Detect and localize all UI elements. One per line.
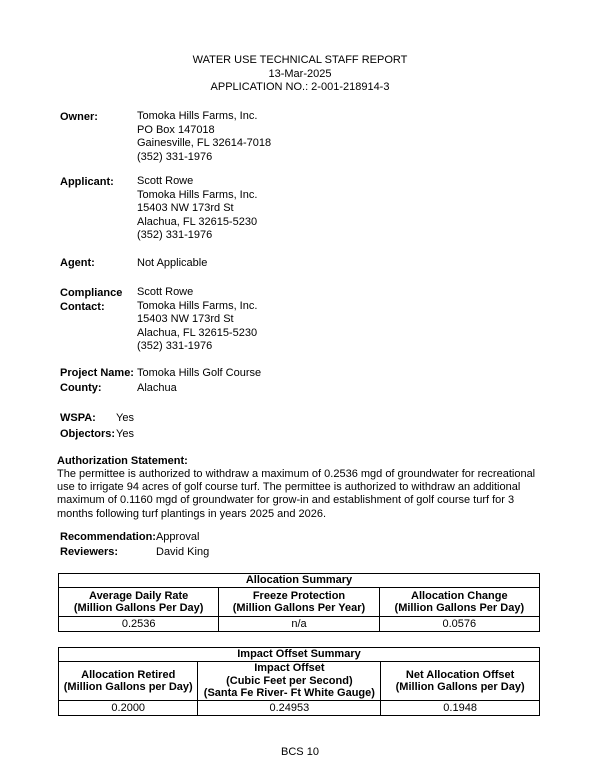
report-header [0, 54, 600, 95]
table-row [59, 617, 540, 632]
table-row [59, 701, 540, 716]
owner-label: Owner: [60, 111, 98, 123]
compliance-value [137, 286, 257, 354]
table-caption-row [59, 648, 540, 662]
table-caption-row [59, 574, 540, 588]
reviewers-value: David King [156, 546, 210, 558]
header-line: Allocation Change [411, 589, 508, 602]
header-line: Average Daily Rate [89, 589, 189, 602]
compliance-line: (352) 331-1976 [137, 340, 213, 353]
applicant-line: Alachua, FL 32615-5230 [137, 215, 258, 228]
county-value: Alachua [137, 382, 177, 394]
table-header-row [59, 662, 540, 701]
recommendation-section [60, 530, 199, 544]
impact-offset-summary-title: Impact Offset Summary [59, 648, 540, 662]
authorization-text: The permittee is authorized to withdraw a maximum of 0.2536 mgd of groundwater for recreational use to irrigate 94 acres of golf course turf. The permittee is authorized to withdraw an additional maximum of 0.1160 mgd of groundwater for grow-in and establishment of golf course turf for 3 months following turf plantings in years 2025 and 2026. [57, 468, 536, 520]
compliance-section [60, 286, 257, 354]
objectors-section [60, 427, 134, 441]
impact-offset-summary-table [58, 647, 540, 716]
header-line: (Cubic Feet per Second) [226, 674, 353, 687]
project-value: Tomoka Hills Golf Course [137, 367, 262, 379]
column-header [59, 588, 219, 617]
header-line: Net Allocation Offset [405, 668, 515, 681]
agent-value: Not Applicable [137, 257, 208, 269]
header-line: Freeze Protection [252, 589, 346, 602]
objectors-value: Yes [116, 428, 134, 440]
county-label: County: [60, 382, 102, 394]
authorization-title: Authorization Statement: [57, 455, 188, 467]
table-cell: 0.1948 [381, 701, 540, 716]
recommendation-value: Approval [155, 531, 200, 543]
authorization-section [57, 454, 547, 521]
header-line: (Million Gallons per Day) [63, 681, 193, 693]
report-date: 13-Mar-2025 [268, 67, 332, 80]
header-line: (Million Gallons Per Day) [73, 602, 204, 614]
column-header [198, 662, 381, 701]
header-line: (Million Gallons per Day) [395, 681, 525, 693]
objectors-label: Objectors: [60, 428, 116, 440]
table-cell: 0.2536 [59, 617, 219, 632]
agent-section [60, 256, 207, 270]
application-number: APPLICATION NO.: 2-001-218914-3 [210, 81, 390, 93]
applicant-value [137, 175, 257, 243]
applicant-label: Applicant: [60, 176, 114, 188]
compliance-label [60, 286, 137, 354]
agent-label: Agent: [60, 257, 95, 269]
owner-value [137, 110, 271, 164]
table-header-row [59, 588, 540, 617]
compliance-label-line: Compliance [60, 287, 123, 299]
applicant-line: (352) 331-1976 [137, 229, 213, 242]
page-number: BCS 10 [281, 746, 319, 758]
table-cell: n/a [219, 617, 379, 632]
reviewers-label: Reviewers: [60, 546, 119, 558]
wspa-label: WSPA: [60, 412, 96, 424]
header-line: Allocation Retired [81, 668, 176, 681]
header-line: (Million Gallons Per Day) [394, 602, 525, 614]
wspa-section [60, 411, 134, 425]
wspa-value: Yes [116, 412, 134, 424]
applicant-section [60, 175, 257, 243]
column-header [379, 588, 539, 617]
owner-line: Gainesville, FL 32614-7018 [137, 137, 272, 150]
owner-line: (352) 331-1976 [137, 150, 213, 163]
owner-line: Tomoka Hills Farms, Inc. [137, 110, 258, 122]
county-section [60, 381, 177, 395]
column-header [59, 662, 198, 701]
column-header [381, 662, 540, 701]
compliance-line: 15403 NW 173rd St [137, 313, 234, 326]
project-label: Project Name: [60, 367, 134, 379]
project-section [60, 366, 261, 380]
compliance-label-line: Contact: [60, 301, 105, 313]
applicant-line: Tomoka Hills Farms, Inc. [137, 188, 258, 201]
allocation-summary-title: Allocation Summary [59, 574, 540, 588]
applicant-line: Scott Rowe [137, 175, 194, 187]
owner-section [60, 110, 271, 164]
table-cell: 0.24953 [198, 701, 381, 716]
applicant-line: 15403 NW 173rd St [137, 202, 234, 215]
recommendation-label: Recommendation: [60, 531, 156, 543]
compliance-line: Tomoka Hills Farms, Inc. [137, 299, 258, 312]
table-cell: 0.0576 [379, 617, 539, 632]
reviewers-section [60, 545, 209, 559]
compliance-line: Alachua, FL 32615-5230 [137, 326, 258, 339]
allocation-summary-table [58, 573, 540, 632]
column-header [219, 588, 379, 617]
header-line: Impact Offset [254, 662, 325, 675]
table-cell: 0.2000 [59, 701, 198, 716]
owner-line: PO Box 147018 [137, 123, 215, 136]
header-line: (Santa Fe River- Ft White Gauge) [203, 687, 375, 700]
report-title: WATER USE TECHNICAL STAFF REPORT [192, 54, 408, 66]
compliance-line: Scott Rowe [137, 286, 194, 298]
header-line: (Million Gallons Per Year) [232, 602, 366, 614]
